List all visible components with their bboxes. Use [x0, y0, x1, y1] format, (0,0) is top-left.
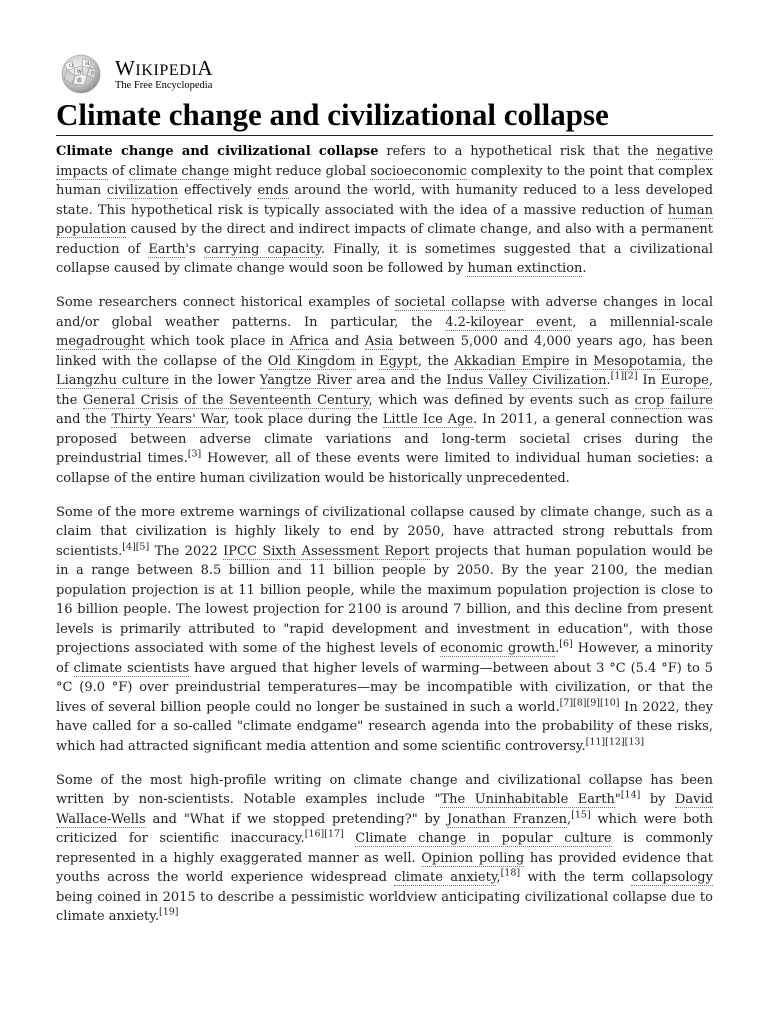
citation-link[interactable]: [6] — [559, 638, 573, 650]
text-run: , the — [56, 373, 713, 408]
article-link[interactable]: carrying capacity — [203, 241, 321, 257]
article-link[interactable]: Old Kingdom — [267, 353, 356, 369]
text-run: Some researchers connect historical examples of — [56, 295, 395, 310]
text-run: in — [569, 353, 594, 369]
text-run: in — [355, 353, 380, 369]
wordmark-middle: IKIPEDI — [135, 62, 198, 79]
citation-link[interactable]: [16][17] — [304, 828, 344, 840]
text-run: might reduce global — [229, 163, 371, 179]
citation-link[interactable]: [18] — [500, 867, 521, 879]
text-run: . In 2011, a general connection was proposed between adverse climate variations and long-term societal crises during the preindustrial times. — [56, 412, 714, 466]
citation-link[interactable]: [11][12][13] — [585, 736, 645, 748]
text-run: In — [637, 373, 661, 388]
text-run: and the — [56, 412, 112, 427]
article-link[interactable]: socioeconomic — [370, 163, 467, 179]
article-link[interactable]: David Wallace-Wells — [56, 792, 713, 827]
text-run: with adverse changes in local and/or global weather patterns. In particular, the — [56, 295, 713, 330]
text-run: " — [614, 792, 621, 807]
article-link[interactable]: megadrought — [56, 334, 145, 349]
text-run: . — [606, 373, 611, 388]
text-run: caused by the direct and indirect impacts of climate change, and also with a permanent reduction of — [56, 222, 713, 257]
article-link[interactable]: Yangtze River — [259, 373, 352, 388]
citation-link[interactable]: [7][8][9][10] — [559, 697, 620, 709]
text-run: and — [328, 334, 366, 349]
svg-text:Ω: Ω — [69, 63, 74, 69]
text-run: . Finally, it is sometimes suggested that a civilizational collapse caused by climate change would soon be followed by — [56, 241, 713, 276]
text-run: , the — [682, 353, 714, 369]
wordmark-first: W — [115, 56, 136, 80]
article-link[interactable]: General Crisis of the Seventeenth Century — [82, 392, 369, 408]
text-run: and "What if we stopped pretending?" by — [145, 811, 448, 827]
text-run: has provided evidence that youths across the world experience widespread — [56, 850, 714, 885]
paragraph-4 — [56, 771, 713, 927]
text-run: in the lower — [169, 373, 260, 388]
text-run: have argued that higher levels of warming—between about 3 °C (5.4 °F) to 5 °C (9.0 °F) over preindustrial temperatures—may be incompatible with civilization, or that the lives of several billion people could no longer be sustained in such a world. — [56, 660, 713, 715]
text-run: , took place during the — [225, 412, 383, 427]
article-link[interactable]: Africa — [289, 334, 329, 349]
article-link[interactable]: civilization — [106, 183, 179, 198]
article-link[interactable]: IPCC Sixth Assessment Report — [223, 543, 430, 559]
text-run: complexity to the point that complex human — [56, 163, 714, 198]
citation-link[interactable]: [4][5] — [122, 541, 150, 553]
article-link[interactable]: human population — [56, 202, 713, 237]
text-run: , — [496, 870, 501, 885]
article-link[interactable]: 4.2-kiloyear event — [445, 314, 573, 330]
text-run: , — [567, 811, 572, 827]
article-link[interactable]: Egypt — [379, 353, 418, 369]
site-header — [56, 54, 356, 94]
citation-link[interactable]: [15] — [571, 809, 591, 821]
text-run: Some of the more extreme warnings of civilizational collapse caused by climate change, such as a claim that civilization is highly likely to end by 2050, have attracted strong rebuttals from scientists. — [56, 504, 713, 559]
text-run: In 2022, they have called for a so-called "climate endgame" research agenda into the probability of these risks, which had attracted significant media attention and some scientific controversy. — [56, 699, 713, 754]
article-link[interactable]: ends — [257, 183, 289, 198]
text-run: effectively — [178, 183, 258, 198]
text-run: projects that human population would be in a range between 8.5 billion and 11 billion people by 2050. By the year 2100, the median population projection is at 11 billion people, while the maximum population projection is close to 16 billion people. The lowest projection for 2100 is around 7 billion, and this decline from present levels is primarily attributed to "rapid development and investment in education", with those projections associated with some of the highest levels of — [56, 543, 714, 656]
paragraph-1 — [56, 142, 713, 279]
article-link[interactable]: Asia — [365, 334, 393, 349]
text-run: around the world, with humanity reduced to a less developed state. This hypothetical risk is typically associated with the idea of a massive reduction of — [56, 183, 714, 218]
text-run: being coined in 2015 to describe a pessimistic worldview anticipating civilizational collapse due to climate anxiety. — [56, 889, 713, 924]
bold-term: Climate change and civilizational collapse — [56, 144, 379, 159]
text-run: refers to a hypothetical risk that the — [378, 144, 657, 159]
article-body — [56, 142, 713, 941]
article-link[interactable]: Little Ice Age — [382, 412, 474, 427]
article-link[interactable]: climate scientists — [73, 660, 190, 676]
citation-link[interactable]: [14] — [620, 789, 641, 801]
text-run: The 2022 — [149, 543, 224, 559]
citation-link[interactable]: [1][2] — [610, 370, 638, 382]
tagline: The Free Encyclopedia — [115, 80, 213, 91]
article-link[interactable]: Europe — [660, 373, 709, 388]
text-run: Some of the most high-profile writing on climate change and civilizational collapse has been written by non-scientists. Notable examples include " — [56, 772, 713, 807]
article-link[interactable]: Akkadian Empire — [454, 353, 570, 369]
text-run: , which was defined by events such as — [368, 392, 635, 408]
text-run: 's — [185, 241, 204, 257]
article-link[interactable]: Climate change in popular culture — [355, 831, 612, 846]
page-title: Climate change and civilizational collapse — [56, 96, 713, 136]
svg-text:И: И — [85, 61, 90, 67]
text-run — [344, 831, 356, 846]
citation-link[interactable]: [19] — [159, 906, 179, 918]
text-run: . — [582, 261, 587, 276]
article-link[interactable]: Thirty Years' War — [111, 412, 226, 427]
article-link[interactable]: economic growth — [440, 641, 556, 656]
article-link[interactable]: climate change — [128, 163, 230, 179]
article-link[interactable]: Opinion polling — [421, 850, 525, 866]
article-link[interactable]: Mesopotamia — [593, 353, 683, 369]
article-link[interactable]: societal collapse — [394, 295, 506, 310]
article-link[interactable]: Liangzhu culture — [56, 373, 170, 388]
text-run: of — [107, 163, 129, 179]
text-run: , the — [417, 353, 455, 369]
text-run: by — [640, 792, 675, 807]
svg-text:維: 維 — [77, 78, 83, 84]
text-run: which took place in — [144, 334, 290, 349]
citation-link[interactable]: [3] — [187, 448, 202, 460]
text-run: . — [555, 641, 560, 656]
text-run: However, all of these events were limited to individual human societies: a collapse of the entire human civilization would be historically unprecedented. — [56, 451, 713, 486]
text-run: which were both criticized for scientific inaccuracy. — [56, 811, 713, 846]
wordmark-last: A — [197, 56, 214, 80]
text-run: area and the — [351, 373, 447, 388]
svg-text:ウ: ウ — [90, 71, 96, 77]
article-link[interactable]: The Uninhabitable Earth — [440, 792, 615, 807]
article-link[interactable]: Indus Valley Civilization — [446, 373, 607, 388]
text-run: with the term — [520, 870, 632, 885]
article-link[interactable]: negative impacts — [56, 144, 714, 179]
text-run: , a millennial-scale — [572, 314, 713, 330]
article-link[interactable]: crop failure — [634, 392, 713, 408]
text-run: However, a minority of — [56, 641, 713, 676]
article-link[interactable]: Earth — [148, 241, 186, 257]
text-run: is commonly represented in a highly exaggerated manner as well. — [56, 831, 714, 866]
paragraph-3 — [56, 503, 713, 757]
article-link[interactable]: collapsology — [631, 870, 713, 885]
paragraph-2 — [56, 293, 713, 488]
article-link[interactable]: climate anxiety — [394, 870, 497, 885]
article-link[interactable]: human extinction — [467, 261, 583, 276]
wikipedia-wordmark[interactable] — [115, 56, 213, 81]
text-run: between 5,000 and 4,000 years ago, has been linked with the collapse of the — [56, 334, 713, 369]
article-link[interactable]: Jonathan Franzen — [447, 811, 568, 827]
svg-text:W: W — [77, 69, 83, 75]
wikipedia-globe-icon[interactable] — [56, 54, 106, 94]
